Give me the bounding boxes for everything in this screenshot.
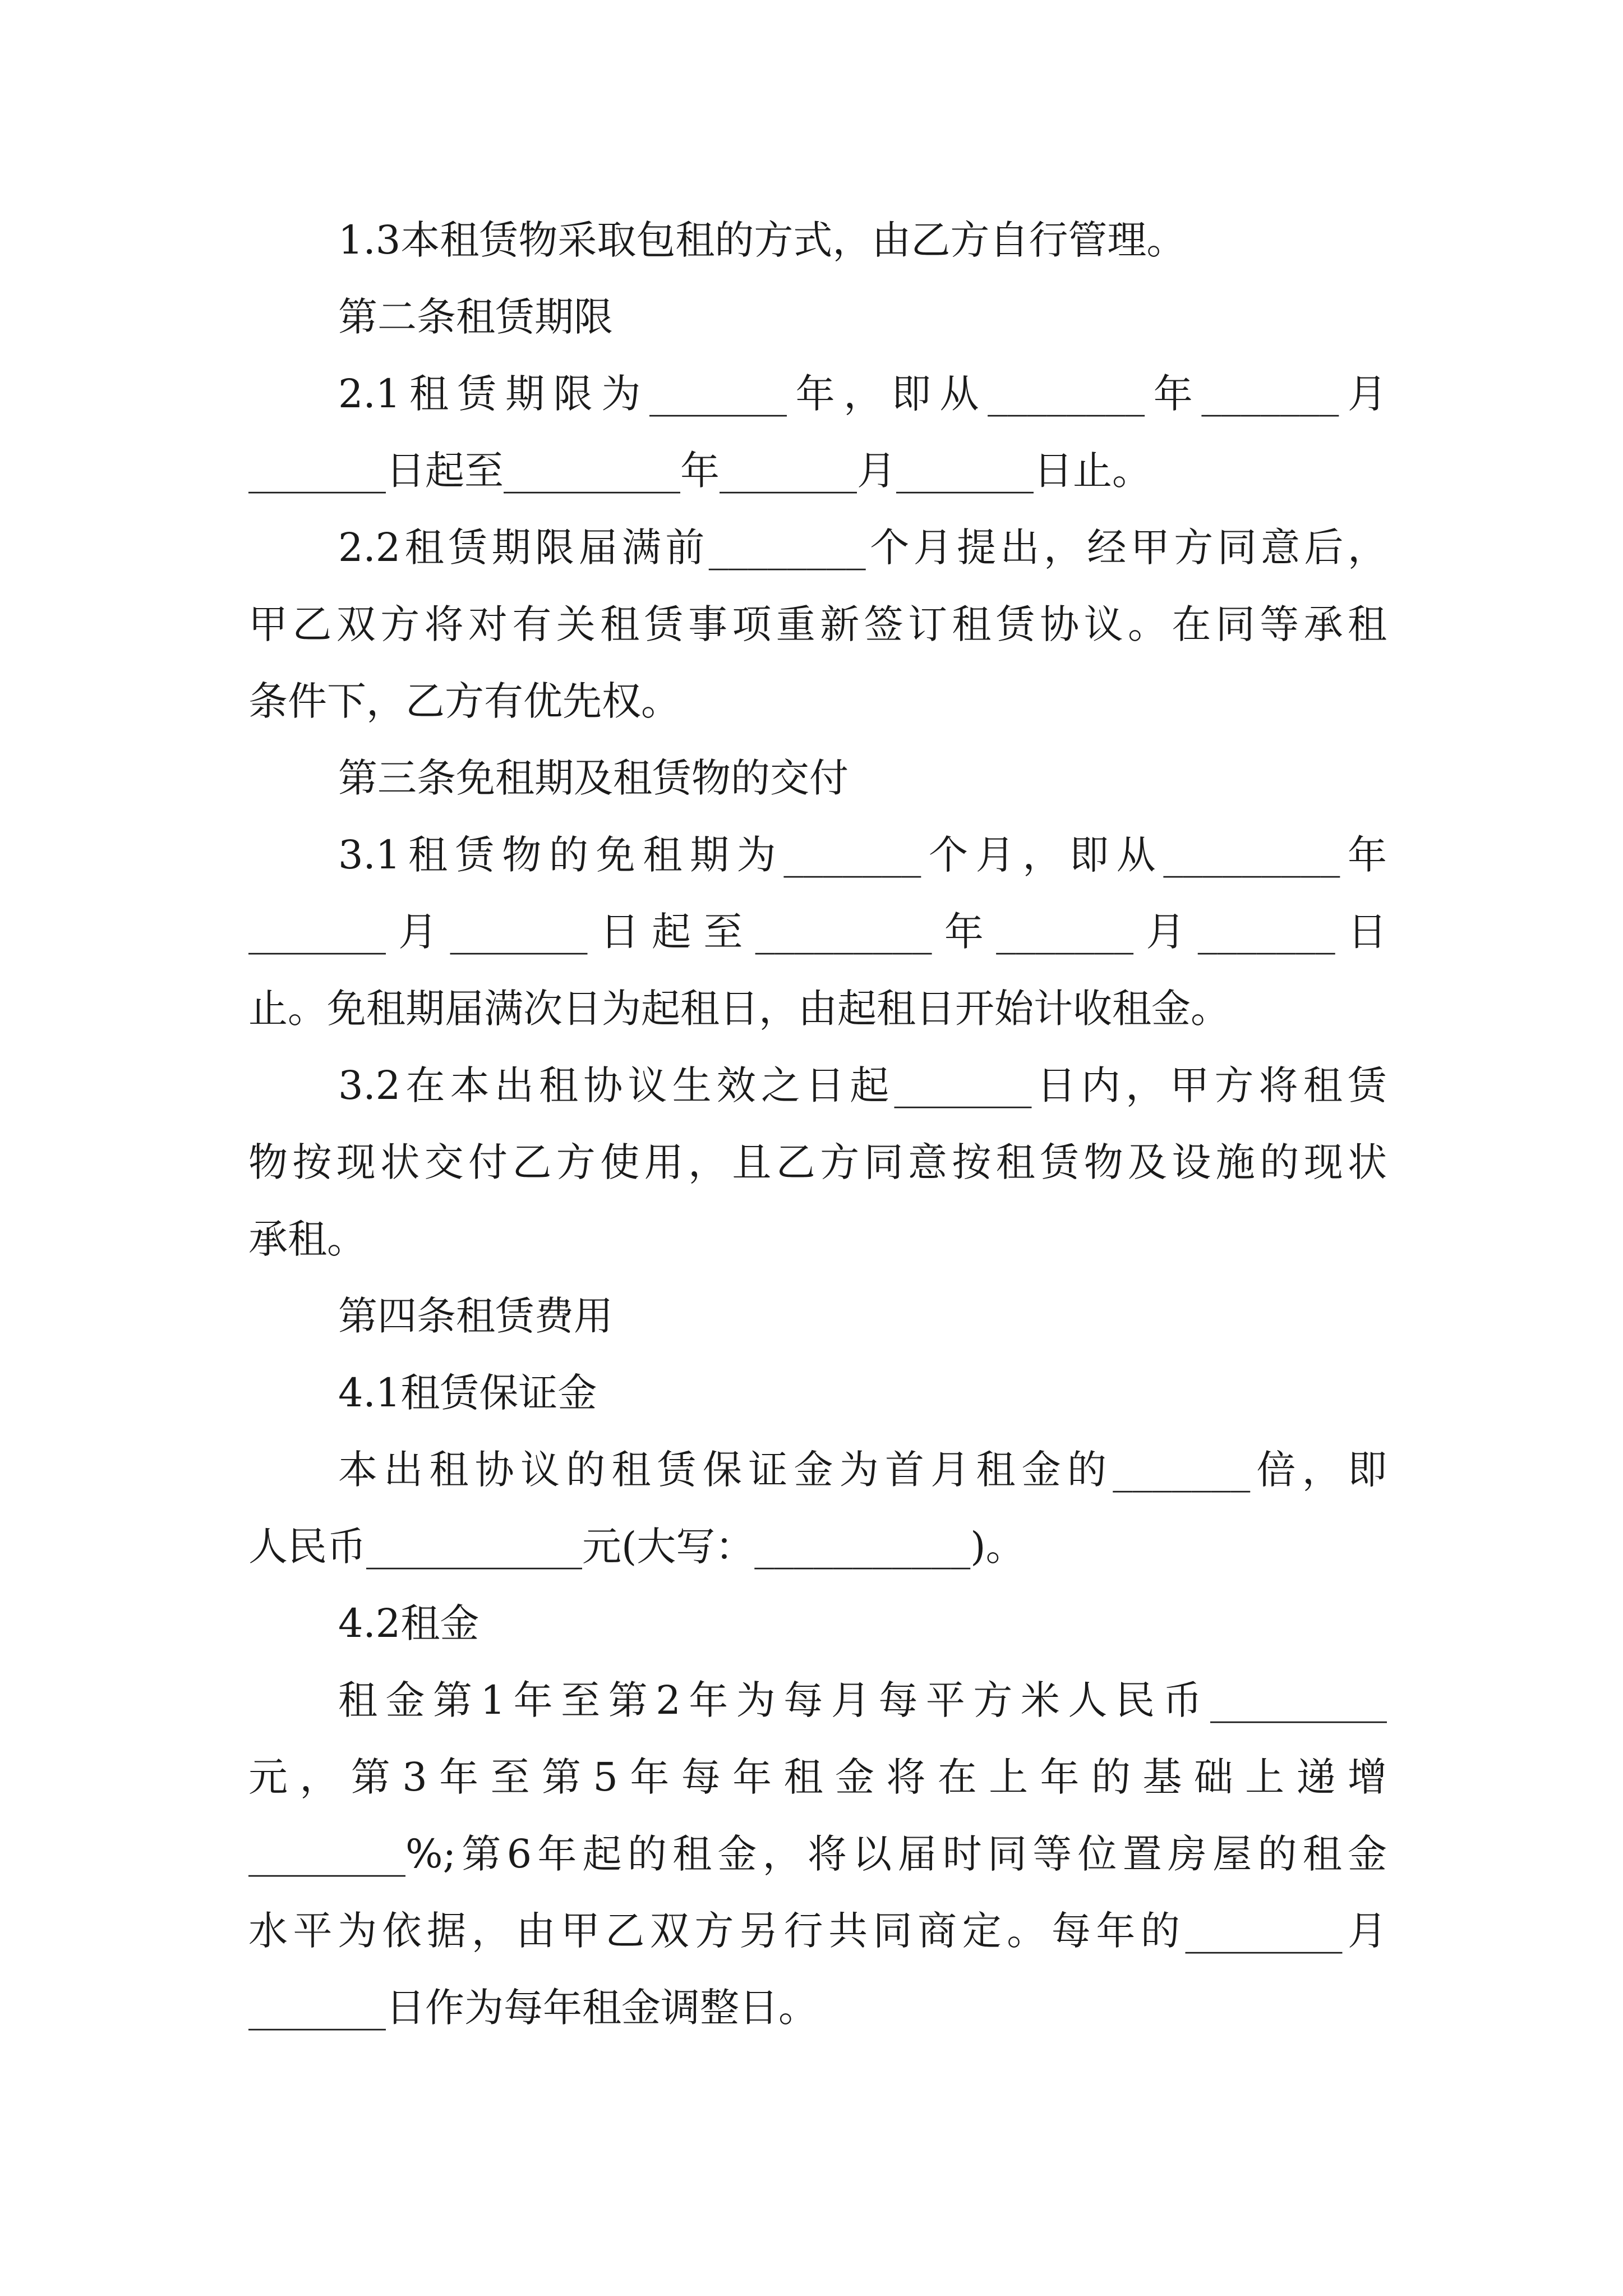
text-line: 1.3本租赁物采取包租的方式，由乙方自行管理。 bbox=[338, 217, 1186, 263]
text-line: 元，第3年至第5年每年租金将在上年的基础上递增 bbox=[248, 1754, 1387, 1800]
text-line: 租金第1年至第2年为每月每平方米人民币_________ bbox=[338, 1677, 1387, 1723]
text-line: 物按现状交付乙方使用，且乙方同意按租赁物及设施的现状 bbox=[248, 1139, 1387, 1185]
text-line: 人民币___________元(大写：___________)。 bbox=[248, 1524, 1025, 1570]
text-line: 承租。 bbox=[248, 1216, 366, 1262]
text-line: 止。免租期届满次日为起租日，由起租日开始计收租金。 bbox=[248, 986, 1230, 1032]
document-page bbox=[248, 202, 1387, 2046]
text-line: 第三条免租期及租赁物的交付 bbox=[338, 755, 849, 801]
text-line: 3.1租赁物的免租期为_______个月，即从_________年 bbox=[338, 832, 1387, 878]
text-line: _______月_______日起至_________年_______月_______日 bbox=[248, 909, 1387, 955]
text-line: 水平为依据，由甲乙双方另行共同商定。每年的________月 bbox=[248, 1908, 1387, 1954]
text-line: 2.1租赁期限为_______年，即从________年_______月 bbox=[338, 371, 1387, 417]
text-line: 4.2租金 bbox=[338, 1600, 479, 1646]
text-line: 第二条租赁期限 bbox=[338, 294, 613, 340]
text-line: 第四条租赁费用 bbox=[338, 1293, 613, 1339]
text-line: ________%;第6年起的租金，将以届时同等位置房屋的租金 bbox=[248, 1831, 1387, 1877]
text-line: 2.2租赁期限届满前________个月提出，经甲方同意后， bbox=[338, 524, 1387, 570]
text-line: _______日起至_________年_______月_______日止。 bbox=[248, 448, 1151, 494]
text-line: 条件下，乙方有优先权。 bbox=[248, 678, 680, 724]
text-line: _______日作为每年租金调整日。 bbox=[248, 1985, 818, 2031]
text-line: 本出租协议的租赁保证金为首月租金的_______倍，即 bbox=[338, 1447, 1387, 1493]
text-line: 4.1租赁保证金 bbox=[338, 1370, 597, 1416]
text-line: 甲乙双方将对有关租赁事项重新签订租赁协议。在同等承租 bbox=[248, 601, 1387, 647]
text-line: 3.2在本出租协议生效之日起_______日内，甲方将租赁 bbox=[338, 1062, 1387, 1108]
